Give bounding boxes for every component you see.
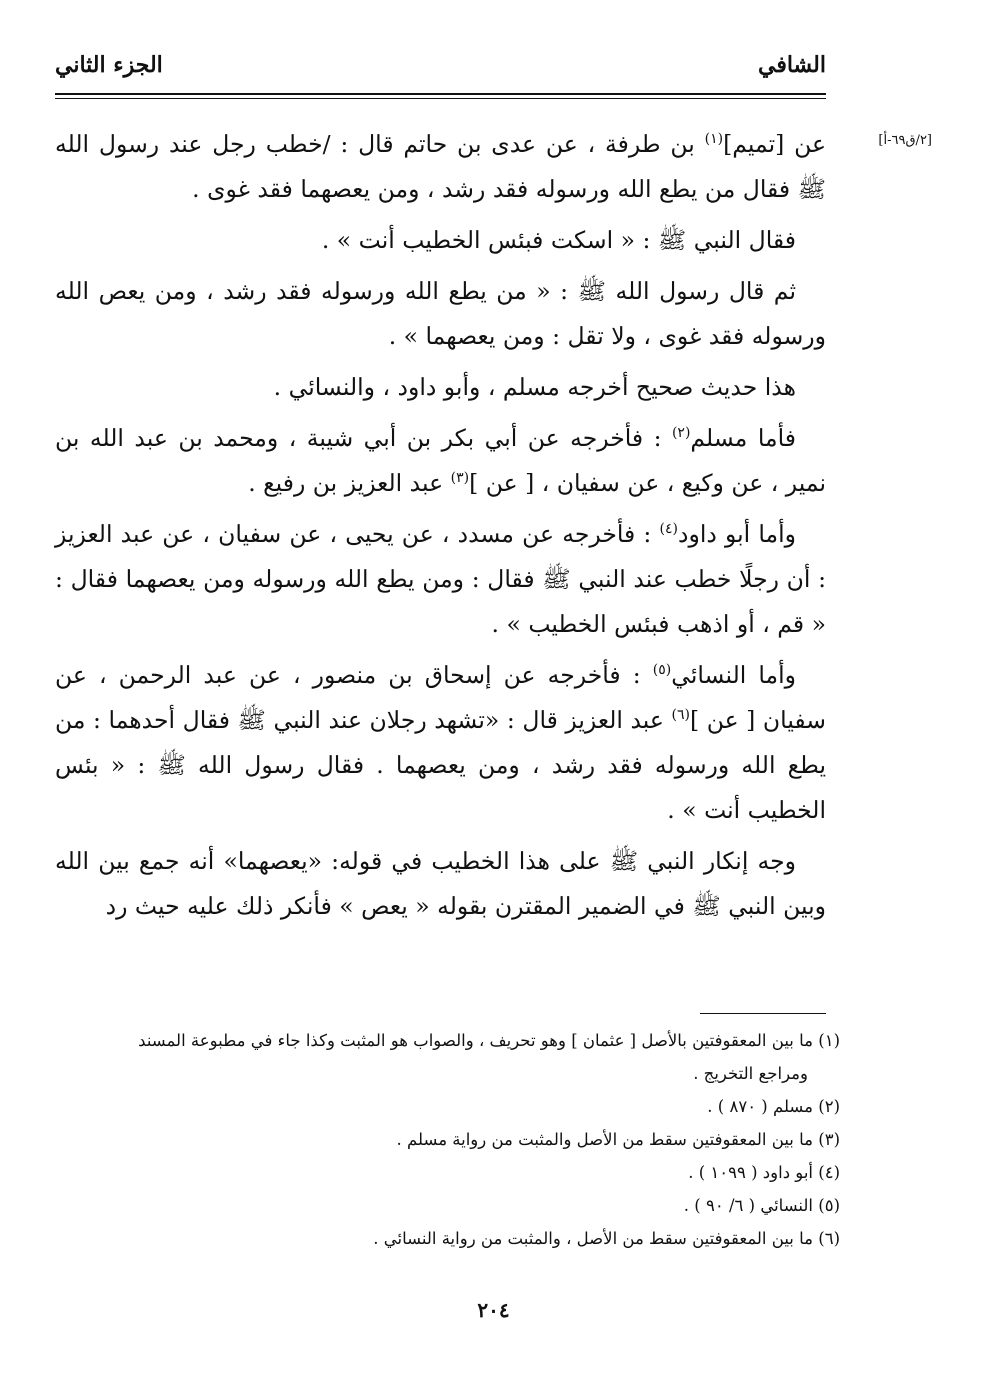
header-rule-thick — [55, 93, 826, 95]
footnotes — [55, 1024, 840, 1255]
paragraph: وأما النسائي$^{(٥)}$ : فأخرجه عن إسحاق بن منصور ، عن عبد الرحمن ، عن سفيان [ عن ]$^{(٦)}$ عبد العزيز قال : «تشهد رجلان عند النبي ﷺ فقال أحدهما : من يطع الله ورسوله فقد رشد ، ومن يعصهما . فقال رسول الله ﷺ : « بئس الخطيب أنت » . — [55, 661, 826, 824]
footnote-ref: (١) — [704, 131, 724, 148]
main-text — [55, 122, 826, 935]
part-label: الجزء الثاني — [55, 52, 163, 78]
footnote-continuation: ومراجع التخريج . — [693, 1064, 808, 1083]
footnote: (٥) النسائي ( ٦/ ٩٠ ) . — [683, 1196, 840, 1215]
footnote-ref: (٥) — [652, 662, 672, 679]
footnote: (١) ما بين المعقوفتين بالأصل [ عثمان ] وهو تحريف ، والصواب هو المثبت وكذا جاء في مطبوعة المسند — [138, 1031, 840, 1050]
header-rule-thin — [55, 98, 826, 99]
page-header — [55, 52, 826, 92]
footnote: (٣) ما بين المعقوفتين سقط من الأصل والمثبت من رواية مسلم . — [396, 1130, 840, 1149]
footnote-ref: (٤) — [659, 521, 678, 538]
margin-folio-note: [٢/ق٦٩-أ] — [878, 133, 932, 148]
footnote: (٤) أبو داود ( ١٠٩٩ ) . — [688, 1163, 840, 1182]
paragraph: ثم قال رسول الله ﷺ : « من يطع الله ورسوله فقد رشد ، ومن يعص الله ورسوله فقد غوى ، ولا تقل : ومن يعصهما » . — [55, 277, 826, 350]
paragraph: فقال النبي ﷺ : « اسكت فبئس الخطيب أنت » . — [321, 226, 796, 254]
paragraph: هذا حديث صحيح أخرجه مسلم ، وأبو داود ، والنسائي . — [273, 373, 796, 401]
paragraph: فأما مسلم$^{(٢)}$ : فأخرجه عن أبي بكر بن أبي شيبة ، ومحمد بن عبد الله بن نمير ، عن وكيع ، عن سفيان ، [ عن ]$^{(٣)}$ عبد العزيز بن رفيع . — [55, 424, 826, 497]
footnote-ref: (٣) — [450, 470, 470, 487]
page-number: ٢٠٤ — [477, 1298, 510, 1322]
footnote-ref: (٢) — [671, 425, 691, 442]
paragraph: عن [تميم]$^{(١)}$ بن طرفة ، عن عدى بن حاتم قال : /خطب رجل عند رسول الله ﷺ فقال من يطع الله ورسوله فقد رشد ، ومن يعصهما فقد غوى . — [55, 130, 827, 203]
paragraph: وأما أبو داود$^{(٤)}$ : فأخرجه عن مسدد ، عن يحيى ، عن سفيان ، عن عبد العزيز : أن رجلًا خطب عند النبي ﷺ فقال : ومن يطع الله ورسوله ومن يعصهما فقال : « قم ، أو اذهب فبئس الخطيب » . — [55, 520, 826, 638]
footnote-separator — [700, 1013, 826, 1014]
paragraph: وجه إنكار النبي ﷺ على هذا الخطيب في قوله: «يعصهما» أنه جمع بين الله وبين النبي ﷺ في الضمير المقترن بقوله « يعص » فأنكر ذلك عليه حيث رد — [55, 847, 826, 920]
footnote: (٦) ما بين المعقوفتين سقط من الأصل ، والمثبت من رواية النسائي . — [373, 1229, 840, 1248]
book-title: الشافي — [758, 52, 826, 78]
footnote: (٢) مسلم ( ٨٧٠ ) . — [707, 1097, 840, 1116]
footnote-ref: (٦) — [671, 707, 690, 724]
